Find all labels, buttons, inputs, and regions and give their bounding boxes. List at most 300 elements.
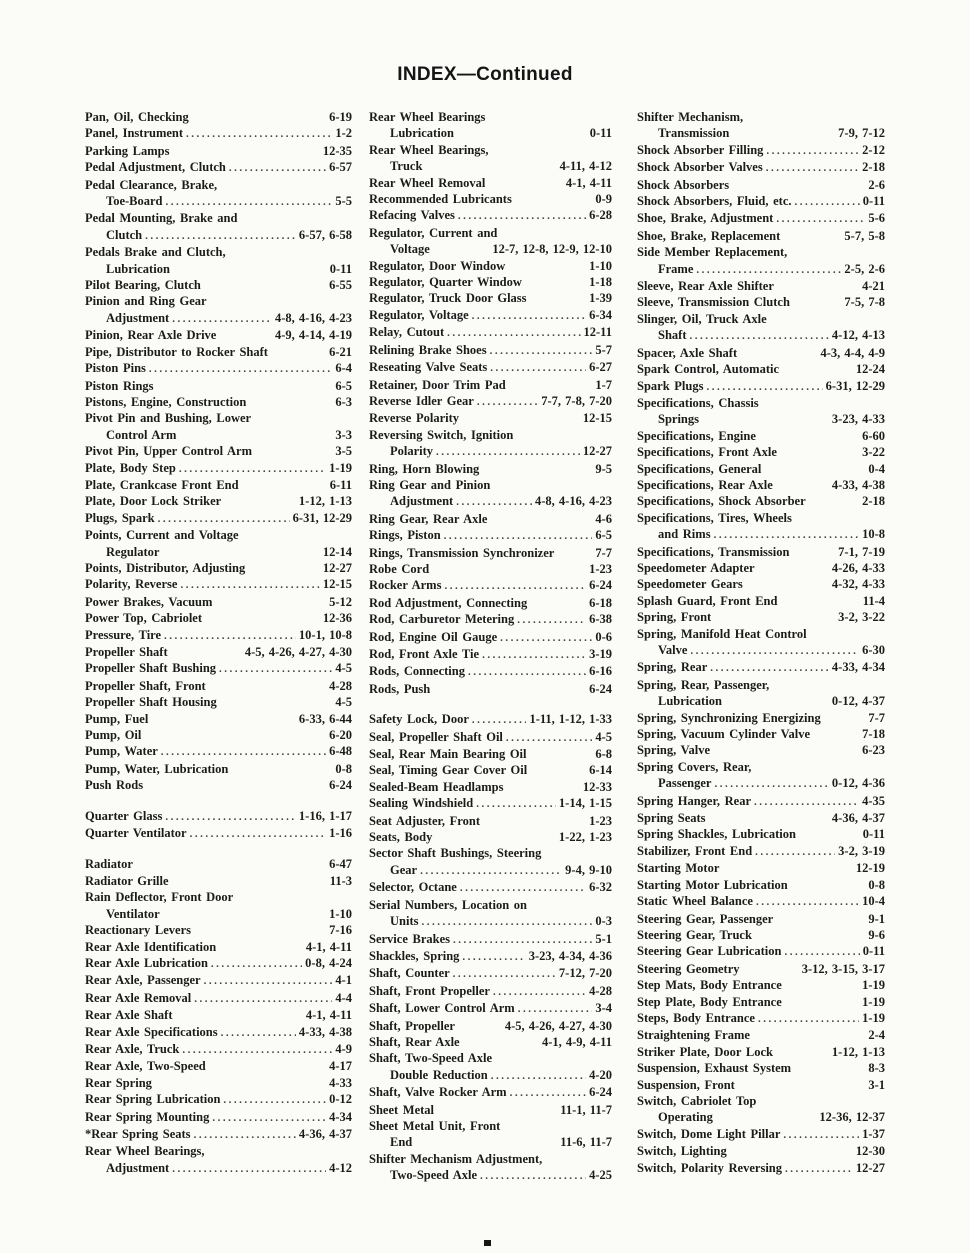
entry-term: Regulator, Quarter Window — [369, 275, 522, 290]
index-entry-line — [369, 1084, 612, 1101]
index-entry-line — [369, 829, 612, 845]
index-entry-line — [369, 1067, 612, 1084]
entry-pages: 7-9, 7-12 — [838, 126, 885, 141]
entry-term: Frame — [658, 261, 694, 276]
index-entry-line — [637, 193, 885, 210]
leader-dots — [453, 965, 556, 982]
entry-term: Seat Adjuster, Front — [369, 813, 480, 828]
index-entry-line — [369, 879, 612, 896]
index-entry-line — [85, 1058, 352, 1074]
index-entry-line — [637, 493, 885, 509]
entry-term: Lubrication — [390, 126, 454, 141]
leader-dots — [229, 159, 326, 176]
entry-pages: 1-12, 1-13 — [831, 1044, 885, 1059]
index-entry-line — [85, 460, 352, 477]
entry-pages: 0-11 — [329, 261, 352, 276]
entry-pages: 4-9, 4-14, 4-19 — [275, 328, 352, 343]
entry-term: Regulator — [106, 544, 160, 559]
entry-pages: 0-9 — [595, 192, 612, 207]
entry-term: Radiator — [85, 857, 133, 872]
index-columns — [85, 109, 885, 1185]
index-entry-line — [637, 576, 885, 592]
entry-pages: 4-5 — [595, 729, 612, 744]
entry-term: Specifications, Shock Absorber — [637, 494, 806, 509]
index-entry-line — [637, 626, 885, 642]
entry-term: Ventilator — [106, 906, 160, 921]
entry-term: Rear Wheel Bearings — [369, 110, 486, 124]
index-entry-line — [85, 443, 352, 459]
entry-term: Spring, Rear, Passenger, — [637, 677, 770, 692]
entry-pages: 1-10 — [329, 906, 352, 921]
leader-dots — [436, 443, 580, 460]
index-entry-line — [369, 611, 612, 628]
index-entry-line — [637, 142, 885, 159]
entry-pages: 6-21 — [329, 344, 352, 359]
entry-term: Double Reduction — [390, 1067, 488, 1082]
entry-pages: 0-11 — [862, 194, 885, 209]
index-entry-line — [85, 743, 352, 760]
index-entry-line — [637, 159, 885, 176]
entry-pages: 6-31, 12-29 — [292, 510, 352, 525]
index-entry-line — [85, 544, 352, 560]
leader-dots — [421, 913, 592, 930]
index-entry-line — [369, 965, 612, 982]
entry-term: Propeller Shaft Bushing — [85, 661, 217, 676]
entry-term: Pistons, Engine, Construction — [85, 394, 247, 409]
index-entry-line — [85, 856, 352, 872]
entry-term: Plate, Crankcase Front End — [85, 477, 239, 492]
index-entry-line — [85, 1024, 352, 1041]
index-entry-line — [369, 393, 612, 410]
entry-term: Pump, Oil — [85, 728, 142, 743]
section-gap — [85, 794, 352, 808]
index-entry-line — [369, 1000, 612, 1017]
index-entry-line — [637, 345, 885, 361]
entry-pages: 4-36, 4-37 — [831, 811, 885, 826]
entry-pages: 11-3 — [329, 873, 352, 888]
entry-term: Regulator, Current and — [369, 225, 498, 240]
entry-pages: 6-32 — [589, 880, 612, 895]
entry-pages: 1-18 — [589, 275, 612, 290]
entry-term: Reactionary Levers — [85, 923, 191, 938]
leader-dots — [172, 1160, 326, 1177]
leader-dots — [696, 261, 841, 278]
entry-term: Propeller Shaft, Front — [85, 678, 206, 693]
entry-pages: 4-1, 4-11 — [305, 939, 352, 954]
entry-pages: 9-5 — [595, 461, 612, 476]
printers-mark-icon — [484, 1240, 491, 1246]
leader-dots — [186, 125, 332, 142]
index-entry-line — [637, 793, 885, 810]
entry-term: Rear Axle Identification — [85, 939, 217, 954]
entry-term: Adjustment — [106, 1160, 170, 1175]
entry-pages: 6-3 — [335, 394, 352, 409]
entry-term: Rod, Carburetor Metering — [369, 612, 515, 627]
leader-dots — [783, 1126, 859, 1143]
index-entry-line — [637, 1109, 885, 1125]
index-entry-line — [369, 983, 612, 1000]
entry-term: Rods, Push — [369, 681, 431, 696]
entry-term: Pilot Bearing, Clutch — [85, 278, 201, 293]
entry-term: Pinion and Ring Gear — [85, 294, 207, 309]
entry-term: Power Top, Cabriolet — [85, 611, 203, 626]
entry-term: Plate, Door Lock Striker — [85, 494, 222, 509]
index-entry-line — [637, 893, 885, 910]
index-entry-line — [637, 693, 885, 709]
entry-pages: 10-4 — [862, 894, 885, 909]
entry-pages: 2-4 — [868, 1028, 885, 1043]
index-entry-line — [85, 644, 352, 660]
entry-term: Pivot Pin and Bushing, Lower — [85, 411, 252, 426]
leader-dots — [462, 948, 525, 965]
index-entry-line — [85, 360, 352, 377]
entry-pages: 1-2 — [335, 126, 352, 141]
entry-pages: 6-4 — [335, 361, 352, 376]
section-gap — [369, 697, 612, 711]
entry-pages: 4-5, 4-26, 4-27, 4-30 — [504, 1018, 612, 1033]
index-entry-line — [637, 177, 885, 193]
entry-pages: 4-36, 4-37 — [298, 1126, 352, 1141]
leader-dots — [444, 577, 586, 594]
entry-pages: 3-19 — [589, 647, 612, 661]
entry-pages: 0-12, 4-36 — [831, 776, 885, 791]
entry-term: Regulator, Door Window — [369, 258, 506, 273]
index-entry-line — [85, 576, 352, 593]
entry-term: Rear Wheel Bearings, — [369, 142, 489, 157]
index-entry-line — [637, 311, 885, 327]
entry-pages: 4-5 — [335, 695, 352, 710]
entry-term: Shackles, Spring — [369, 948, 460, 963]
index-entry-line — [637, 327, 885, 344]
index-entry-line — [369, 477, 612, 493]
entry-pages: 5-7 — [595, 342, 612, 357]
entry-term: Steps, Body Entrance — [637, 1010, 755, 1025]
entry-pages: 5-6 — [868, 211, 885, 226]
index-entry-line — [369, 461, 612, 477]
entry-term: Specifications, Rear Axle — [637, 477, 773, 492]
entry-term: Straightening Frame — [637, 1028, 750, 1043]
entry-pages: 4-26, 4-33 — [831, 560, 885, 575]
entry-term: Points, Distributor, Adjusting — [85, 560, 246, 575]
entry-pages: 1-11, 1-12, 1-33 — [529, 712, 612, 727]
index-entry-line — [637, 860, 885, 876]
entry-pages: 4-20 — [589, 1067, 612, 1082]
entry-term: Points, Current and Voltage — [85, 528, 239, 543]
entry-term: Piston Pins — [85, 361, 146, 376]
entry-pages: 7-12, 7-20 — [558, 966, 612, 981]
entry-pages: 5-12 — [329, 594, 352, 609]
index-entry-line — [637, 361, 885, 377]
page-title: INDEX—Continued — [397, 64, 573, 85]
index-entry-line — [637, 1060, 885, 1076]
index-entry-line — [637, 677, 885, 693]
index-entry-line — [85, 1075, 352, 1091]
entry-pages: 0-3 — [595, 914, 612, 929]
index-entry-line — [637, 477, 885, 493]
entry-pages: 9-1 — [868, 911, 885, 926]
entry-term: Spring Hanger, Rear — [637, 793, 751, 808]
entry-pages: 3-23, 4-34, 4-36 — [528, 948, 612, 963]
index-entry-line — [637, 1143, 885, 1159]
entry-term: Spring, Manifold Heat Control — [637, 626, 807, 641]
index-entry-line — [85, 143, 352, 159]
index-entry-line — [85, 227, 352, 244]
entry-pages: 6-57 — [329, 160, 352, 175]
leader-dots — [758, 1010, 859, 1027]
leader-dots — [710, 659, 829, 676]
leader-dots — [447, 324, 580, 341]
leader-dots — [690, 642, 859, 659]
entry-term: Specifications, Transmission — [637, 544, 790, 559]
entry-term: Seal, Rear Main Bearing Oil — [369, 747, 527, 762]
entry-term: Step Plate, Body Entrance — [637, 994, 782, 1009]
entry-pages: 5-7, 5-8 — [844, 228, 885, 243]
leader-dots — [482, 646, 586, 663]
entry-term: Specifications, Front Axle — [637, 445, 777, 460]
entry-term: Rain Deflector, Front Door — [85, 890, 234, 905]
entry-pages: 12-7, 12-8, 12-9, 12-10 — [492, 242, 612, 257]
entry-pages: 6-31, 12-29 — [825, 378, 885, 393]
entry-pages: 4-32, 4-33 — [831, 577, 885, 592]
leader-dots — [506, 729, 592, 746]
index-entry-line — [85, 627, 352, 644]
index-entry-line — [637, 1093, 885, 1109]
index-entry-line — [369, 795, 612, 812]
entry-term: Robe Cord — [369, 561, 430, 576]
entry-term: Adjustment — [390, 494, 454, 509]
index-entry-line — [85, 694, 352, 710]
entry-term: Sleeve, Transmission Clutch — [637, 295, 790, 310]
entry-pages: 11-1, 11-7 — [560, 1102, 612, 1117]
index-entry-line — [637, 1160, 885, 1177]
index-entry-line — [85, 109, 352, 125]
index-entry-line — [369, 109, 612, 125]
index-entry-line — [637, 877, 885, 893]
index-entry-line — [85, 344, 352, 360]
entry-term: Rod Adjustment, Connecting — [369, 595, 528, 610]
entry-pages: 2-12 — [862, 142, 885, 157]
index-entry-line — [369, 175, 612, 191]
index-entry-line — [369, 845, 612, 861]
entry-pages: 6-11 — [329, 477, 352, 492]
entry-term: Quarter Glass — [85, 808, 163, 823]
entry-pages: 0-8 — [335, 761, 352, 776]
entry-term: Serial Numbers, Location on — [369, 897, 527, 912]
index-entry-line — [85, 125, 352, 142]
entry-term: Switch, Lighting — [637, 1144, 727, 1159]
index-entry-line — [85, 177, 352, 193]
entry-term: Step Mats, Body Entrance — [637, 978, 782, 993]
leader-dots — [472, 711, 527, 728]
index-entry-line — [85, 394, 352, 410]
leader-dots — [706, 378, 822, 395]
index-entry-line — [369, 862, 612, 879]
entry-pages: 4-1 — [335, 973, 352, 988]
leader-dots — [755, 843, 835, 860]
entry-term: Recommended Lubricants — [369, 192, 512, 207]
entry-pages: 12-35 — [322, 143, 352, 158]
entry-term: Seats, Body — [369, 830, 433, 845]
leader-dots — [161, 743, 326, 760]
entry-term: Clutch — [106, 227, 143, 242]
index-entry-line — [637, 1126, 885, 1143]
index-entry-line — [637, 659, 885, 676]
entry-pages: 6-60 — [862, 428, 885, 443]
entry-pages: 0-11 — [862, 944, 885, 959]
index-entry-line — [369, 258, 612, 274]
entry-pages: 8-3 — [868, 1061, 885, 1076]
leader-dots — [766, 142, 859, 159]
entry-term: Lubrication — [658, 694, 722, 709]
entry-term: Lubrication — [106, 261, 170, 276]
index-entry-line — [369, 191, 612, 207]
leader-dots — [444, 527, 593, 544]
leader-dots — [194, 990, 332, 1007]
leader-dots — [510, 1084, 586, 1101]
entry-term: Plate, Body Step — [85, 460, 176, 475]
index-entry-line — [369, 1167, 612, 1184]
entry-pages: 6-34 — [589, 307, 612, 322]
entry-pages: 5-1 — [595, 931, 612, 946]
index-entry-line — [369, 561, 612, 577]
entry-term: Switch, Dome Light Pillar — [637, 1126, 781, 1141]
index-entry-line — [85, 711, 352, 727]
entry-term: Pedal Clearance, Brake, — [85, 177, 218, 192]
entry-term: Sector Shaft Bushings, Steering — [369, 846, 542, 861]
entry-term: Shifter Mechanism Adjustment, — [369, 1151, 543, 1166]
entry-term: Shock Absorbers — [637, 177, 730, 192]
entry-term: Rings, Piston — [369, 528, 441, 543]
entry-term: Spark Plugs — [637, 378, 704, 393]
entry-term: Shaft, Counter — [369, 966, 450, 981]
leader-dots — [211, 955, 302, 972]
index-entry-line — [369, 1102, 612, 1118]
index-entry-line — [637, 742, 885, 758]
entry-pages: 6-48 — [329, 744, 352, 759]
index-entry-line — [369, 948, 612, 965]
entry-term: Valve — [658, 643, 688, 657]
leader-dots — [689, 327, 828, 344]
index-entry-line — [637, 125, 885, 141]
entry-term: Slinger, Oil, Truck Axle — [637, 311, 767, 326]
entry-term: Rear Axle, Truck — [85, 1041, 180, 1056]
entry-term: Specifications, Chassis — [637, 395, 759, 410]
entry-term: Parking Lamps — [85, 143, 170, 158]
entry-pages: 1-10 — [589, 258, 612, 273]
entry-term: Panel, Instrument — [85, 126, 184, 141]
entry-term: Spring, Rear — [637, 660, 708, 675]
entry-term: Polarity — [390, 444, 434, 459]
index-entry-line — [637, 261, 885, 278]
entry-pages: 7-16 — [329, 923, 352, 938]
entry-term: Spring Seats — [637, 811, 706, 826]
index-entry-line — [369, 359, 612, 376]
entry-pages: 4-33, 4-38 — [298, 1024, 352, 1039]
index-entry-line — [637, 911, 885, 927]
entry-term: Pivot Pin, Upper Control Arm — [85, 444, 252, 459]
entry-term: Adjustment — [106, 310, 170, 325]
index-entry-line — [369, 207, 612, 224]
entry-pages: 0-6 — [595, 629, 612, 644]
index-column-1 — [85, 109, 352, 1185]
leader-dots — [179, 460, 326, 477]
entry-term: Speedometer Gears — [637, 577, 743, 592]
entry-term: Quarter Ventilator — [85, 826, 187, 841]
entry-term: Spacer, Axle Shaft — [637, 345, 738, 360]
index-entry-line — [369, 595, 612, 611]
entry-term: Rear Axle Shaft — [85, 1008, 173, 1023]
entry-term: Pinion, Rear Axle Drive — [85, 328, 217, 343]
index-entry-line — [637, 1044, 885, 1060]
index-entry-line — [85, 972, 352, 989]
entry-pages: 6-5 — [595, 528, 612, 543]
entry-pages: 6-19 — [329, 110, 352, 124]
entry-term: Spring, Synchronizing Energizing — [637, 710, 821, 725]
entry-term: Two-Speed Axle — [390, 1168, 478, 1183]
entry-term: Selector, Octane — [369, 880, 457, 895]
entry-pages: 6-30 — [862, 643, 885, 657]
entry-pages: 6-24 — [329, 778, 352, 793]
index-entry-line — [369, 681, 612, 697]
entry-pages: 1-39 — [589, 291, 612, 306]
entry-term: Shifter Mechanism, — [637, 110, 744, 124]
entry-pages: 4-1, 4-11 — [305, 1008, 352, 1023]
index-entry-line — [85, 610, 352, 626]
entry-term: Static Wheel Balance — [637, 894, 753, 909]
index-entry-line — [85, 808, 352, 825]
index-entry-line — [85, 1126, 352, 1143]
entry-pages: 1-19 — [329, 460, 352, 475]
entry-term: Specifications, Engine — [637, 428, 756, 443]
leader-dots — [776, 210, 865, 227]
entry-pages: 12-33 — [582, 779, 612, 794]
entry-pages: 1-19 — [862, 994, 885, 1009]
entry-term: Side Member Replacement, — [637, 245, 788, 260]
entry-term: Shaft, Rear Axle — [369, 1034, 460, 1049]
index-entry-line — [637, 593, 885, 609]
index-entry-line — [637, 961, 885, 977]
entry-term: Pump, Fuel — [85, 711, 149, 726]
entry-pages: 4-28 — [329, 678, 352, 693]
entry-term: Suspension, Front — [637, 1077, 735, 1092]
entry-pages: 4-35 — [862, 793, 885, 808]
index-entry-line — [637, 526, 885, 543]
entry-pages: 9-6 — [868, 927, 885, 942]
entry-pages: 0-8, 4-24 — [305, 955, 352, 970]
entry-pages: 1-22, 1-23 — [558, 830, 612, 845]
entry-term: Rod, Engine Oil Gauge — [369, 629, 498, 644]
entry-pages: 4-28 — [589, 983, 612, 998]
entry-pages: 1-23 — [589, 561, 612, 576]
index-entry-line — [637, 109, 885, 125]
index-column-2 — [369, 109, 612, 1185]
entry-pages: 6-27 — [589, 360, 612, 375]
leader-dots — [145, 227, 296, 244]
index-entry-line — [637, 759, 885, 775]
entry-term: Shaft, Lower Control Arm — [369, 1001, 515, 1016]
entry-pages: 6-5 — [335, 378, 352, 393]
leader-dots — [477, 393, 538, 410]
entry-term: Spring Covers, Rear, — [637, 759, 752, 774]
index-entry-line — [637, 726, 885, 742]
entry-term: Spark Control, Automatic — [637, 362, 780, 377]
entry-pages: 4-12, 4-13 — [831, 328, 885, 343]
leader-dots — [785, 1160, 853, 1177]
entry-pages: 3-12, 3-15, 3-17 — [801, 961, 885, 976]
entry-pages: 6-24 — [589, 578, 612, 593]
entry-term: Piston Rings — [85, 378, 154, 393]
index-entry-line — [85, 193, 352, 210]
